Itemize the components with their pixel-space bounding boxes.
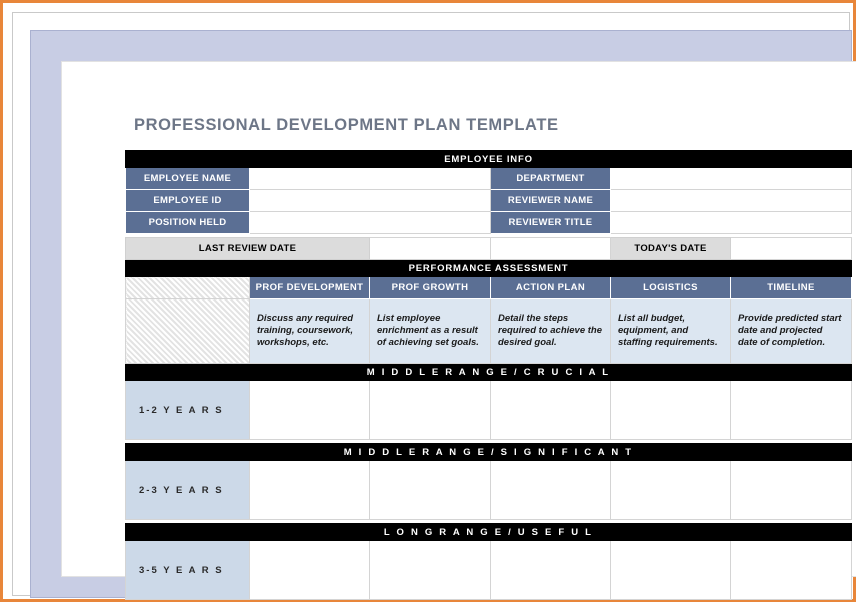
document-shadow <box>30 30 852 598</box>
assessment-instructions-row <box>126 299 852 364</box>
middle-range-significant-banner: M I D D L E R A N G E / S I G N I F I C A N T <box>126 444 852 461</box>
cell-2-3-logistics[interactable] <box>611 461 731 520</box>
todays-date-label: TODAY'S DATE <box>611 238 731 260</box>
long-range-useful-banner: L O N G R A N G E / U S E F U L <box>126 524 852 541</box>
cell-2-3-action-plan[interactable] <box>491 461 611 520</box>
position-held-input[interactable] <box>250 212 491 234</box>
department-input[interactable] <box>611 168 852 190</box>
middle-range-crucial-banner: M I D D L E R A N G E / C R U C I A L <box>126 364 852 381</box>
employee-row-1 <box>126 168 852 190</box>
cell-3-5-prof-development[interactable] <box>250 541 370 600</box>
cell-1-2-timeline[interactable] <box>731 381 852 440</box>
last-review-date-label: LAST REVIEW DATE <box>126 238 370 260</box>
column-header-logistics: LOGISTICS <box>611 277 731 299</box>
employee-row-2 <box>126 190 852 212</box>
cell-3-5-prof-growth[interactable] <box>370 541 491 600</box>
middle-range-significant-banner-row <box>126 444 852 461</box>
dates-spacer-cell <box>491 238 611 260</box>
reviewer-title-label: REVIEWER TITLE <box>491 212 611 234</box>
column-header-prof-development: PROF DEVELOPMENT <box>250 277 370 299</box>
reviewer-title-input[interactable] <box>611 212 852 234</box>
instruction-timeline: Provide predicted start date and projected date of completion. <box>731 299 852 364</box>
reviewer-name-input[interactable] <box>611 190 852 212</box>
instruction-logistics: List all budget, equipment, and staffing requirements. <box>611 299 731 364</box>
long-range-useful-banner-row <box>126 524 852 541</box>
table-row-1-2-years <box>126 381 852 440</box>
column-header-action-plan: ACTION PLAN <box>491 277 611 299</box>
todays-date-input[interactable] <box>731 238 852 260</box>
cell-1-2-prof-growth[interactable] <box>370 381 491 440</box>
cell-3-5-timeline[interactable] <box>731 541 852 600</box>
middle-range-crucial-banner-row <box>126 364 852 381</box>
cell-3-5-action-plan[interactable] <box>491 541 611 600</box>
plan-table <box>125 150 852 600</box>
employee-name-label: EMPLOYEE NAME <box>126 168 250 190</box>
employee-id-label: EMPLOYEE ID <box>126 190 250 212</box>
column-header-prof-growth: PROF GROWTH <box>370 277 491 299</box>
employee-info-banner: EMPLOYEE INFO <box>126 151 852 168</box>
document-page <box>61 61 856 577</box>
performance-assessment-banner-row <box>126 260 852 277</box>
instructions-hatch-cell <box>126 299 250 364</box>
image-inner-border <box>12 12 850 596</box>
cell-2-3-timeline[interactable] <box>731 461 852 520</box>
employee-name-input[interactable] <box>250 168 491 190</box>
row-label-1-2-years: 1-2 Y E A R S <box>126 381 250 440</box>
page-title: PROFESSIONAL DEVELOPMENT PLAN TEMPLATE <box>134 116 559 134</box>
instruction-action-plan: Detail the steps required to achieve the desired goal. <box>491 299 611 364</box>
cell-3-5-logistics[interactable] <box>611 541 731 600</box>
instruction-prof-development: Discuss any required training, coursework, workshops, etc. <box>250 299 370 364</box>
position-held-label: POSITION HELD <box>126 212 250 234</box>
cell-1-2-logistics[interactable] <box>611 381 731 440</box>
cell-2-3-prof-growth[interactable] <box>370 461 491 520</box>
spreadsheet <box>125 150 851 600</box>
employee-info-banner-row <box>126 151 852 168</box>
corner-hatch-cell <box>126 277 250 299</box>
row-label-2-3-years: 2-3 Y E A R S <box>126 461 250 520</box>
column-header-timeline: TIMELINE <box>731 277 852 299</box>
dates-row <box>126 238 852 260</box>
row-label-3-5-years: 3-5 Y E A R S <box>126 541 250 600</box>
table-row-3-5-years <box>126 541 852 600</box>
employee-row-3 <box>126 212 852 234</box>
last-review-date-input[interactable] <box>370 238 491 260</box>
table-row-2-3-years <box>126 461 852 520</box>
reviewer-name-label: REVIEWER NAME <box>491 190 611 212</box>
cell-2-3-prof-development[interactable] <box>250 461 370 520</box>
department-label: DEPARTMENT <box>491 168 611 190</box>
employee-id-input[interactable] <box>250 190 491 212</box>
cell-1-2-action-plan[interactable] <box>491 381 611 440</box>
performance-assessment-banner: PERFORMANCE ASSESSMENT <box>126 260 852 277</box>
assessment-header-row <box>126 277 852 299</box>
cell-1-2-prof-development[interactable] <box>250 381 370 440</box>
instruction-prof-growth: List employee enrichment as a result of achieving set goals. <box>370 299 491 364</box>
